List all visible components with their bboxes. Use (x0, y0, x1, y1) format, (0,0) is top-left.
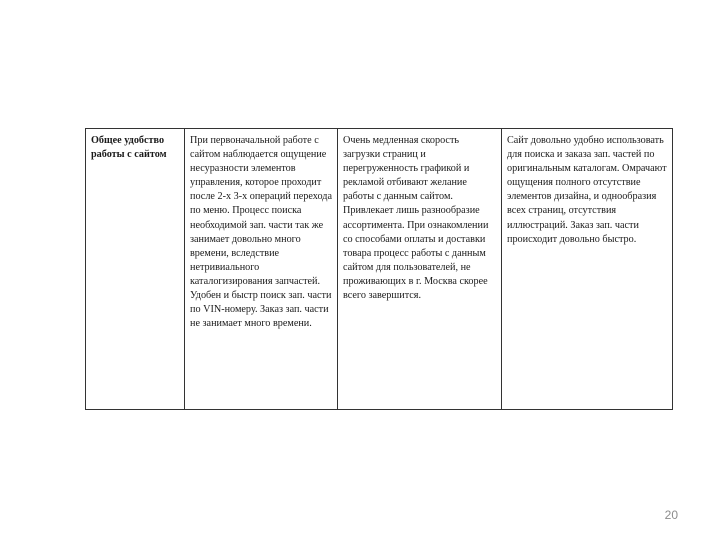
row-heading: Общее удобство работы с сайтом (91, 135, 167, 161)
table-row (86, 129, 673, 410)
site-1-cell (185, 129, 338, 410)
comparison-table (85, 128, 673, 410)
site-3-text: Сайт довольно удобно использовать для поиска и заказа зап. частей по оригинальным каталогам. Омрачают ощущения полного отсутствие элементов дизайна, и однообразия всех страниц, отсутствия иллюстраций. Заказ зап. части происходит довольно быстро. (507, 135, 667, 245)
site-2-text: Очень медленная скорость загрузки страниц и перегруженность графикой и рекламой отбивают желание работы с данным сайтом. Привлекает лишь разнообразие ассортимента. При ознакомлении со способами оплаты и доставки товара процесс работы с данным сайтом для пользователей, не проживающих в г. Москва скорее всего завершится. (343, 135, 489, 302)
row-heading-cell (86, 129, 185, 410)
site-3-cell (502, 129, 673, 410)
page-number: 20 (664, 508, 678, 522)
site-2-cell (338, 129, 502, 410)
site-1-text: При первоначальной работе с сайтом наблюдается ощущение несуразности элементов управления, которое проходит после 2-х 3-х операций перехода по меню. Процесс поиска необходимой зап. части так же занимает довольно много времени, вследствие нетривиального каталогизирования запчастей. Удобен и быстр поиск зап. части по VIN-номеру. Заказ зап. части не занимает много времени. (190, 135, 332, 330)
